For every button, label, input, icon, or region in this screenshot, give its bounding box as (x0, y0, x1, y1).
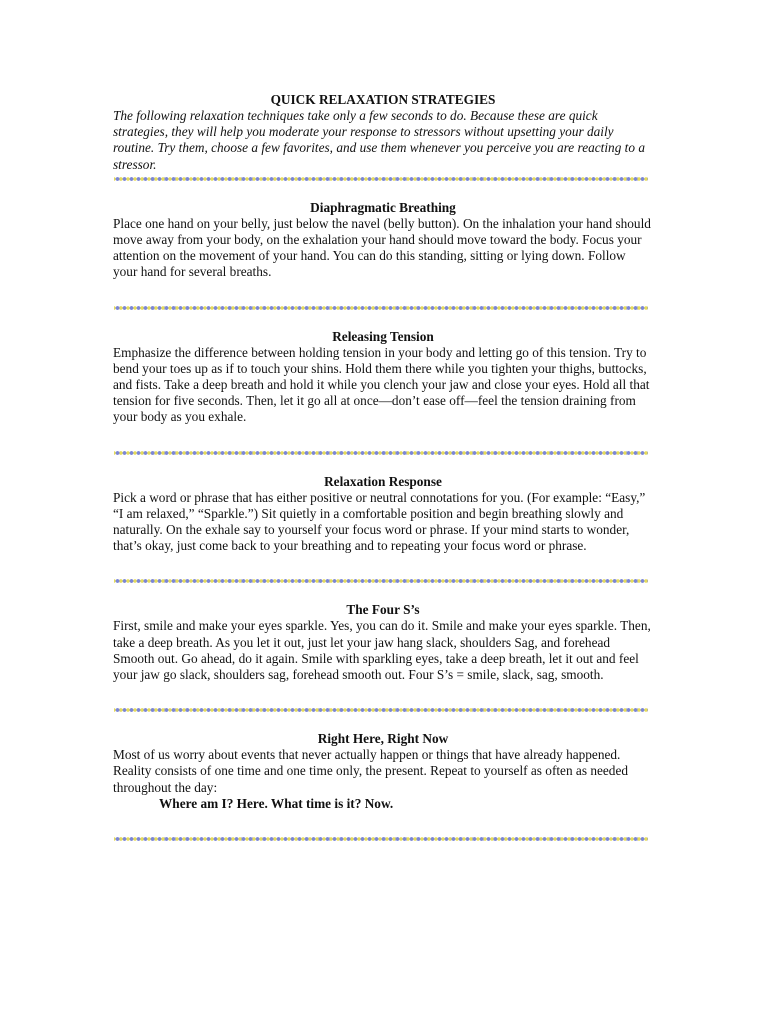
floral-divider (114, 836, 648, 842)
intro-paragraph: The following relaxation techniques take only a few seconds to do. Because these are quick strategies, they will help you moderate your response to stressors without upsetting your daily routine. Try them, choose a few favorites, and use them whenever you perceive you are reacting to a stressor. (113, 108, 645, 172)
document-page (113, 92, 653, 842)
section-heading-diaphragmatic-breathing: Diaphragmatic Breathing (310, 199, 456, 215)
section-heading-releasing-tension: Releasing Tension (332, 328, 434, 344)
mantra-line: Where am I? Here. What time is it? Now. (159, 795, 394, 811)
section-heading-four-s: The Four S’s (346, 602, 420, 618)
document-title: QUICK RELAXATION STRATEGIES (270, 92, 496, 107)
floral-divider (114, 578, 648, 584)
section-body-diaphragmatic-breathing: Place one hand on your belly, just below the navel (belly button). On the inhalation your hand should move away from your body, on the exhalation your hand should move toward the body. Focus your attention on the movement of your hand. You can do this standing, sitting or lying down. Follow your hand for several breaths. (113, 215, 651, 280)
section-body-releasing-tension: Emphasize the difference between holding tension in your body and letting go of this tension. Try to bend your toes up as if to touch your shins. Hold them there while you tighten your thighs, buttocks, and fists. Take a deep breath and hold it while you clench your jaw and close your eyes. Hold all that tension for five seconds. Then, let it go all at once—don’t ease off—feel the tension draining from your body as you exhale. (113, 344, 650, 425)
section-heading-right-here-right-now: Right Here, Right Now (317, 731, 449, 747)
section-body-relaxation-response: Pick a word or phrase that has either positive or neutral connotations for you. (For example: “Easy,” “I am relaxed,” “Sparkle.”) Sit quietly in a comfortable position and begin breathing slowly and naturally. On the exhale say to yourself your focus word or phrase. If your mind starts to wonder, that’s okay, just come back to your breathing and to repeating your focus word or phrase. (113, 489, 646, 554)
section-body-right-here-right-now: Most of us worry about events that never actually happen or things that have already happened. Reality consists of one time and one time only, the present. Repeat to yourself as often as needed throughout the day: (113, 747, 628, 795)
floral-divider (114, 707, 648, 713)
floral-divider (114, 176, 648, 182)
floral-divider (114, 450, 648, 456)
section-body-four-s: First, smile and make your eyes sparkle. Yes, you can do it. Smile and make your eyes sparkle. Then, take a deep breath. As you let it out, just let your jaw hang slack, shoulders Sag, and forehead Smooth out. Go ahead, do it again. Smile with sparkling eyes, take a deep breath, let it out and feel your jaw go slack, shoulders sag, forehead smooth out. Four S’s = smile, slack, sag, smooth. (113, 618, 651, 683)
section-heading-relaxation-response: Relaxation Response (324, 473, 442, 489)
floral-divider (114, 305, 648, 311)
